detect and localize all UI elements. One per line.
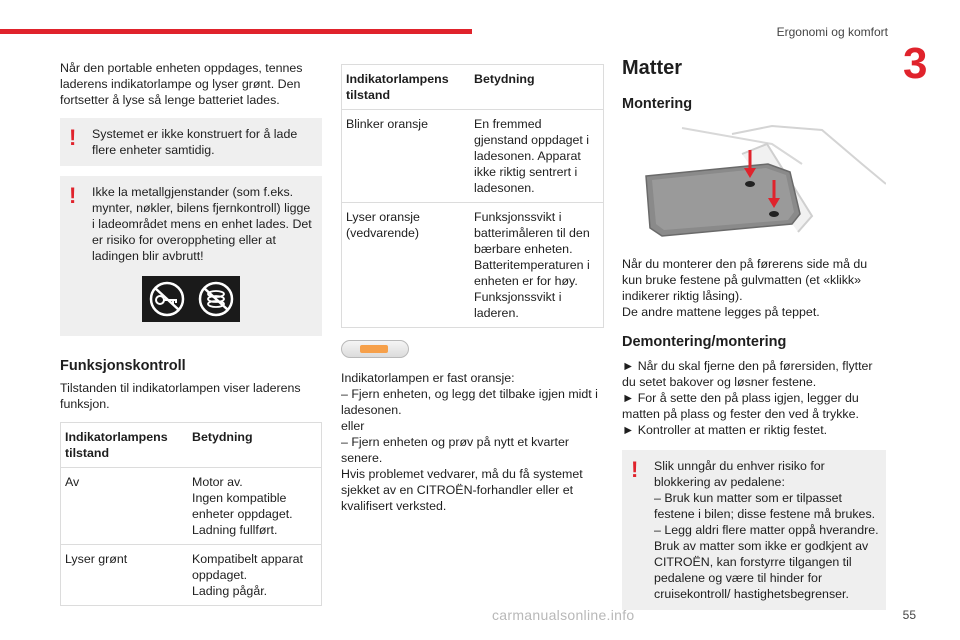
page-number: 55 <box>902 608 916 622</box>
table-header-state: Indikatorlampens tilstand <box>65 430 168 460</box>
table-header-meaning: Betydning <box>474 72 535 86</box>
removal-heading: Demontering/montering <box>622 334 787 350</box>
table-cell-meaning: Motor av. Ingen kompatible enheter oppdaget. Ladning fullført. <box>188 468 322 545</box>
warning-text-3: Slik unngår du enhver risiko for blokkering av pedalene: – Bruk kun matter som er tilpasset festene i bilen; disse festene må brukes. – Legg aldri flere matter oppå hverandre. Bruk av matter som ikke er godkjent av CITROËN, kan forstyrre tilgangen til pedalene og være til hinder for cruisekontroll/ hastighetsbegrenser. <box>654 459 879 601</box>
step-item: ► Kontroller at matten er riktig festet. <box>622 423 828 437</box>
warning-box-3 <box>622 450 886 610</box>
warning-icon: ! <box>69 125 77 150</box>
warning-box-2 <box>60 176 322 336</box>
section-title: Ergonomi og komfort <box>776 25 888 39</box>
mounting-heading: Montering <box>622 96 693 112</box>
header-accent-bar <box>0 29 472 34</box>
indicator-orange-text: Indikatorlampen er fast oransje: – Fjern enheten, og legg det tilbake igjen midt i ladesonen. eller – Fjern enheten og prøv på nytt et kvarter senere. Hvis problemet vedvarer, må du få systemet sjekket av en CITROËN-forhandler eller et kvalifisert verksted. <box>341 371 598 513</box>
table-cell-meaning: Funksjonssvikt i batterimåleren til den bærbare enheten. Batteritemperaturen i enheten er for høy. Funksjonssvikt i laderen. <box>470 203 604 328</box>
warning-text-2: Ikke la metallgjenstander (som f.eks. mynter, nøkler, bilens fjernkontroll) ligge i ladeområdet mens en enhet lades. Det er risiko for overoppheting eller at ladingen blir avbrutt! <box>92 185 312 263</box>
column-1 <box>60 60 322 606</box>
table-header-state: Indikatorlampens tilstand <box>346 72 449 102</box>
table-cell-state: Lyser grønt <box>61 545 189 606</box>
indicator-lamp-icon <box>341 340 409 358</box>
table-row <box>61 468 322 545</box>
intro-text: Når den portable enheten oppdages, tennes laderens indikatorlampe og lyser grønt. Den fortsetter å lyse så lenge batteriet lades. <box>60 61 303 107</box>
table-cell-state: Av <box>61 468 189 545</box>
function-check-desc: Tilstanden til indikatorlampen viser laderens funksjon. <box>60 381 301 411</box>
column-3 <box>622 56 886 618</box>
function-check-heading: Funksjonskontroll <box>60 358 186 374</box>
table-row <box>342 203 604 328</box>
table-cell-state: Lyser oransje (vedvarende) <box>342 203 471 328</box>
chapter-number: 3 <box>903 39 928 88</box>
indicator-table-2 <box>341 64 604 328</box>
table-row <box>61 545 322 606</box>
table-cell-state: Blinker oransje <box>342 110 471 203</box>
warning-text-1: Systemet er ikke konstruert for å lade flere enheter samtidig. <box>92 127 298 157</box>
indicator-table-1 <box>60 422 322 606</box>
table-row <box>342 110 604 203</box>
no-keys-icon <box>145 280 189 318</box>
table-cell-meaning: En fremmed gjenstand oppdaget i ladesonen. Apparat ikke riktig sentrert i ladesonen. <box>470 110 604 203</box>
floor-mat-illustration <box>622 124 886 240</box>
table-cell-meaning: Kompatibelt apparat oppdaget. Lading pågår. <box>188 545 322 606</box>
no-coins-icon <box>194 280 238 318</box>
mounting-text: Når du monterer den på førerens side må du kun bruke festene på gulvmatten (et «klikk» indikerer riktig låsing). De andre mattene legges på teppet. <box>622 257 868 319</box>
column-2 <box>341 64 604 514</box>
watermark: carmanualsonline.info <box>492 607 635 623</box>
page-title: Matter <box>622 57 683 79</box>
warning-icon: ! <box>69 183 77 208</box>
step-item: ► Når du skal fjerne den på førersiden, flytter du setet bakover og løsner festene. <box>622 359 873 389</box>
table-header-meaning: Betydning <box>192 430 253 444</box>
warning-box-1 <box>60 118 322 166</box>
warning-icon: ! <box>631 457 639 482</box>
step-item: ► For å sette den på plass igjen, legger du matten på plass og fester den ved å trykke. <box>622 391 859 421</box>
prohibition-pictogram <box>142 276 240 322</box>
